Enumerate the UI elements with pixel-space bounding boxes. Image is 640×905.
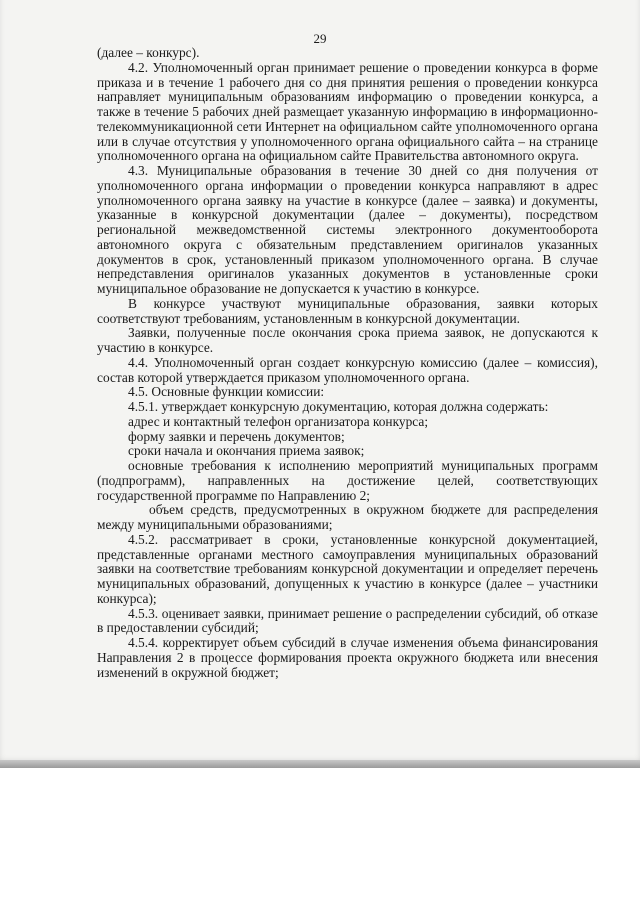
paragraph-late-applications: Заявки, полученные после окончания срока приема заявок, не допускаются к участию в конкурсе.	[97, 325, 598, 355]
page-number: 29	[313, 31, 327, 46]
paragraph-4-5-3: 4.5.3. оценивает заявки, принимает решение о распределении субсидий, об отказе в предоставлении субсидий;	[97, 605, 598, 636]
paragraph-4-5-1: 4.5.1. утверждает конкурсную документацию, которая должна содержать:	[128, 399, 549, 414]
paragraph-continuation: (далее – конкурс).	[97, 45, 200, 60]
list-item-funds: объем средств, предусмотренных в окружном бюджете для распределения между муниципальными образованиями;	[97, 502, 598, 532]
list-item-form: форму заявки и перечень документов;	[128, 428, 345, 444]
paragraph-4-5-2: 4.5.2. рассматривает в сроки, установленные конкурсной документацией, представленные органами местного самоуправления муниципальных образований заявки на соответствие требованиям конкурсной документации и определяет перечень муниципальных образований, допущенных к участию в конкурсе (далее – участники конкурса);	[97, 531, 598, 606]
paragraph-4-5-4: 4.5.4. корректирует объем субсидий в случае изменения объема финансирования Направления 2 в процессе формирования проекта окружного бюджета или внесения изменений в окружной бюджет;	[97, 635, 598, 680]
paragraph-participants: В конкурсе участвуют муниципальные образования, заявки которых соответствуют требованиям, установленным в конкурсной документации.	[97, 295, 598, 326]
list-item-requirements: основные требования к исполнению мероприятий муниципальных программ (подпрограмм), направленных на достижение целей, соответствующих государственной программе по Направлению 2;	[97, 458, 598, 503]
list-item-address: адрес и контактный телефон организатора конкурса;	[128, 413, 429, 429]
paragraph-4-5: 4.5. Основные функции комиссии:	[128, 384, 325, 400]
list-item-deadlines: сроки начала и окончания приема заявок;	[128, 443, 365, 459]
document-body	[97, 46, 598, 680]
paragraph-4-4: 4.4. Уполномоченный орган создает конкурсную комиссию (далее – комиссия), состав которой утверждается приказом уполномоченного органа.	[97, 354, 598, 385]
paragraph-4-3: 4.3. Муниципальные образования в течение 30 дней со дня получения от уполномоченного органа информации о проведении конкурса направляют в адрес уполномоченного органа заявку на участие в конкурсе (далее – заявка) и документы, указанные в конкурсной документации (далее – документы), посредством региональной межведомственной системы электронного документооборота автономного округа с обязательным представлением оригиналов указанных документов в срок, установленный приказом уполномоченного органа. В случае непредставления оригиналов указанных документов в установленные сроки муниципальное образование не допускается к участию в конкурсе.	[97, 163, 598, 296]
page-bottom-edge	[0, 760, 640, 768]
paragraph-4-2: 4.2. Уполномоченный орган принимает решение о проведении конкурса в форме приказа и в течение 1 рабочего дня со дня принятия решения о проведении конкурса направляет муниципальным образованиям информацию о проведении конкурса, а также в течение 5 рабочих дней размещает указанную информацию в информационно-телекоммуникационной сети Интернет на официальном сайте уполномоченного органа или в случае отсутствия у уполномоченного органа официального сайта – на странице уполномоченного органа на официальном сайте Правительства автономного округа.	[97, 59, 598, 164]
